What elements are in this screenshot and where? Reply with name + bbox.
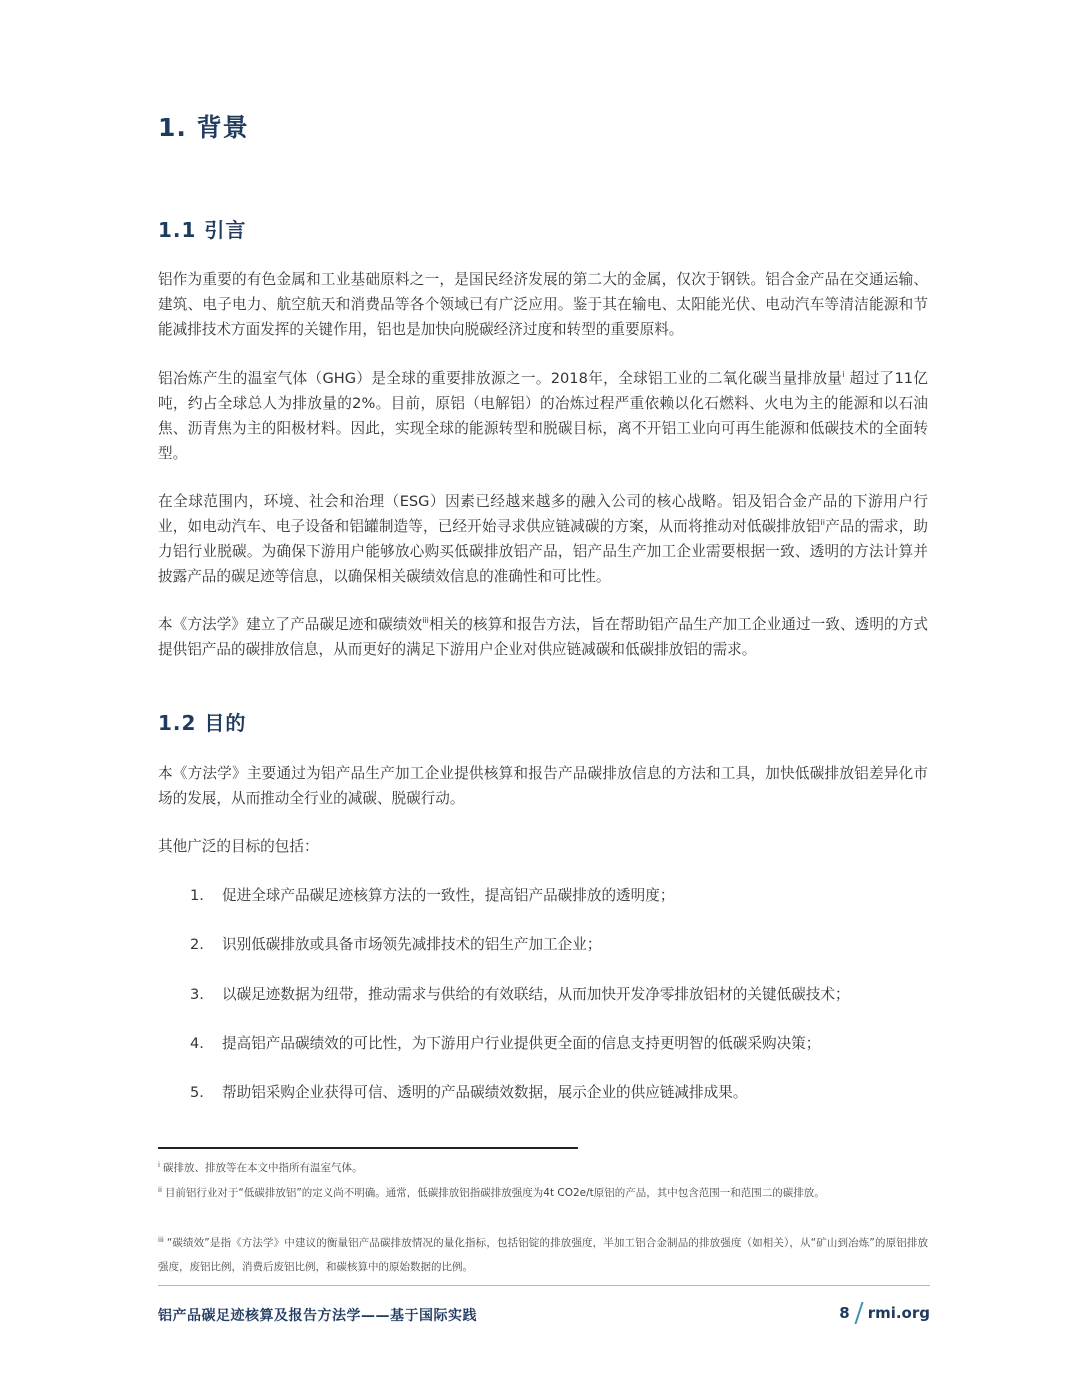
list-item: 3. 以碳足迹数据为纽带，推动需求与供给的有效联结，从而加快开发净零排放铝材的关键低碳技术；	[190, 986, 850, 1003]
intro-paragraph-4: 本《方法学》建立了产品碳足迹和碳绩效$^{iii}$相关的核算和报告方法，旨在帮助铝产品生产加工企业通过一致、透明的方式提供铝产品的碳排放信息，从而更好的满足下游用户企业对供应链减碳和低碳排放铝的需求。	[158, 616, 928, 658]
list-item: 1. 促进全球产品碳足迹核算方法的一致性，提高铝产品碳排放的透明度；	[190, 887, 675, 904]
footnote-ref-i[interactable]: i	[842, 370, 845, 380]
list-item: 2. 识别低碳排放或具备市场领先减排技术的铝生产加工企业；	[190, 936, 602, 953]
footnote-1: $^i$ 碳排放、排放等在本文中指所有温室气体。	[158, 1160, 363, 1174]
footnote-divider	[158, 1147, 578, 1149]
footer-page-info	[839, 1302, 930, 1324]
slash-divider-icon	[854, 1302, 863, 1324]
footnote-2: $^{ii}$ 目前铝行业对于“低碳排放铝”的定义尚不明确。通常，低碳排放铝指碳排放强度为4t CO2e/t原铝的产品，其中包含范围一和范围二的碳排放。	[158, 1185, 825, 1199]
list-item: 4. 提高铝产品碳绩效的可比性，为下游用户行业提供更全面的信息支持更明智的低碳采购决策；	[190, 1035, 821, 1052]
intro-paragraph-2: 铝冶炼产生的温室气体（GHG）是全球的重要排放源之一。2018年，全球铝工业的二氧化碳当量排放量$^i$ 超过了11亿吨，约占全球总人为排放量的2%。目前，原铝（电解铝）的冶炼过程严重依赖以化石燃料、火电为主的能源和以石油焦、沥青焦为主的阳极材料。因此，实现全球的能源转型和脱碳目标，离不开铝工业向可再生能源和低碳技术的全面转型。	[158, 370, 928, 462]
footnote-ref-iii[interactable]: iii	[422, 616, 429, 626]
footer-divider	[158, 1285, 930, 1286]
section-title: 1. 背景	[158, 113, 249, 142]
subsection-title-purpose: 1.2 目的	[158, 711, 247, 735]
purpose-paragraph-1: 本《方法学》主要通过为铝产品生产加工企业提供核算和报告产品碳排放信息的方法和工具，加快低碳排放铝差异化市场的发展，从而推动全行业的减碳、脱碳行动。	[158, 765, 928, 807]
intro-paragraph-1: 铝作为重要的有色金属和工业基础原料之一，是国民经济发展的第二大的金属，仅次于钢铁。铝合金产品在交通运输、建筑、电子电力、航空航天和消费品等各个领域已有广泛应用。鉴于其在输电、太阳能光伏、电动汽车等清洁能源和节能减排技术方面发挥的关键作用，铝也是加快向脱碳经济过度和转型的重要原料。	[158, 271, 928, 338]
page-number: 8	[839, 1304, 850, 1322]
intro-paragraph-3: 在全球范围内，环境、社会和治理（ESG）因素已经越来越多的融入公司的核心战略。铝及铝合金产品的下游用户行业，如电动汽车、电子设备和铝罐制造等，已经开始寻求供应链减碳的方案，从而将推动对低碳排放铝$^{ii}$产品的需求，助力铝行业脱碳。为确保下游用户能够放心购买低碳排放铝产品，铝产品生产加工企业需要根据一致、透明的方法计算并披露产品的碳足迹等信息，以确保相关碳绩效信息的准确性和可比性。	[158, 493, 928, 585]
subsection-title-intro: 1.1 引言	[158, 218, 247, 242]
purpose-paragraph-2: 其他广泛的目标的包括：	[158, 838, 319, 855]
footer-site-link[interactable]: rmi.org	[867, 1304, 930, 1322]
footnote-3: $^{iii}$ “碳绩效”是指《方法学》中建议的衡量铝产品碳排放情况的量化指标，包括铝锭的排放强度，半加工铝合金制品的排放强度（如相关），从“矿山到冶炼”的原铝排放强度，废铝比例，消费后废铝比例，和碳核算中的原始数据的比例。	[158, 1235, 928, 1273]
list-item: 5. 帮助铝采购企业获得可信、透明的产品碳绩效数据，展示企业的供应链减排成果。	[190, 1084, 748, 1101]
footer-document-title: 铝产品碳足迹核算及报告方法学——基于国际实践	[158, 1308, 477, 1324]
footnote-ref-ii[interactable]: ii	[820, 518, 825, 528]
